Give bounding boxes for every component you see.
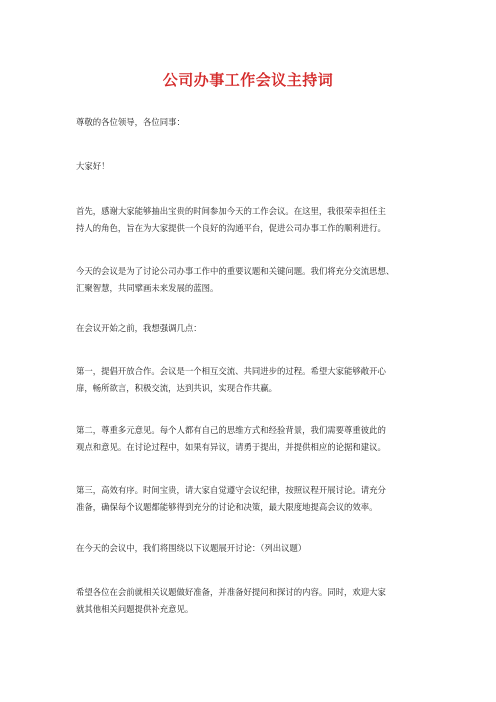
paragraph-line: 首先，感谢大家能够抽出宝贵的时间参加今天的工作会议。在这里，我很荣幸担任主	[76, 206, 386, 216]
paragraph-preparation	[76, 584, 432, 618]
paragraph-line: 扉，畅所欲言，积极交流，达到共识，实现合作共赢。	[76, 383, 277, 393]
paragraph-line: 在今天的会议中，我们将围绕以下议题展开讨论：（列出议题）	[76, 543, 307, 553]
paragraph-emphasis-intro	[76, 320, 432, 337]
paragraph-line: 汇聚智慧，共同擘画未来发展的蓝图。	[76, 283, 219, 293]
paragraph-point-two	[76, 422, 432, 456]
paragraph-agenda	[76, 540, 432, 557]
paragraph-salutation	[76, 114, 432, 131]
paragraph-line: 大家好！	[76, 161, 110, 171]
document-title: 公司办事工作会议主持词	[162, 71, 334, 89]
paragraph-line: 第一，提倡开放合作。会议是一个相互交流、共同进步的过程。希望大家能够敞开心	[76, 366, 386, 376]
paragraph-line: 第三，高效有序。时间宝贵，请大家自觉遵守会议纪律，按照议程开展讨论。请充分	[76, 485, 386, 495]
paragraph-purpose	[76, 263, 432, 297]
paragraph-point-three	[76, 482, 432, 516]
paragraph-line: 就其他相关问题提供补充意见。	[76, 604, 194, 614]
paragraph-line: 尊敬的各位领导，各位同事：	[76, 117, 185, 127]
paragraph-greeting	[76, 158, 432, 175]
paragraph-line: 准备，确保每个议题都能够得到充分的讨论和决策，最大限度地提高会议的效率。	[76, 502, 378, 512]
paragraph-line: 今天的会议是为了讨论公司办事工作中的重要议题和关键问题。我们将充分交流思想、	[76, 266, 395, 276]
paragraph-line: 观点和意见。在讨论过程中，如果有异议，请勇于提出，并提供相应的论据和建议。	[76, 442, 386, 452]
paragraph-line: 持人的角色，旨在为大家提供一个良好的沟通平台，促进公司办事工作的顺利进行。	[76, 223, 386, 233]
paragraph-point-one	[76, 363, 432, 397]
paragraph-line: 在会议开始之前，我想强调几点：	[76, 323, 202, 333]
paragraph-thanks	[76, 203, 432, 237]
paragraph-line: 第二，尊重多元意见。每个人都有自己的思维方式和经验背景，我们需要尊重彼此的	[76, 425, 386, 435]
paragraph-line: 希望各位在会前就相关议题做好准备，并准备好提问和探讨的内容。同时，欢迎大家	[76, 587, 386, 597]
